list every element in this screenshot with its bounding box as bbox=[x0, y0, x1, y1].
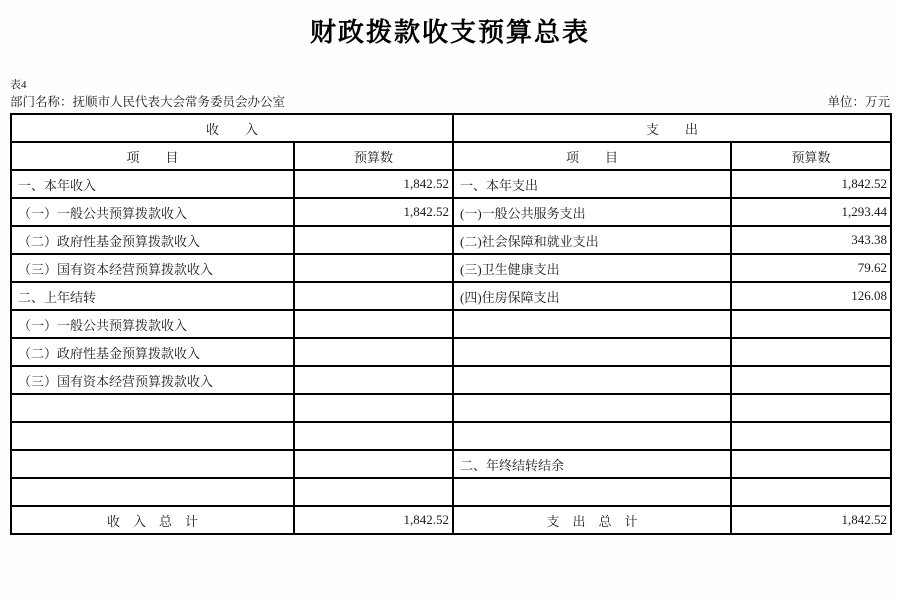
expense-item-column-header: 项 目 bbox=[453, 142, 731, 170]
income-item-cell: 一、本年收入 bbox=[11, 170, 294, 198]
income-item-cell: 二、上年结转 bbox=[11, 282, 294, 310]
expense-budget-cell: 343.38 bbox=[731, 226, 891, 254]
income-budget-cell bbox=[294, 310, 453, 338]
expense-budget-cell: 79.62 bbox=[731, 254, 891, 282]
income-item-cell bbox=[11, 478, 294, 506]
income-budget-cell bbox=[294, 254, 453, 282]
income-budget-cell bbox=[294, 450, 453, 478]
income-budget-cell bbox=[294, 394, 453, 422]
income-budget-cell bbox=[294, 338, 453, 366]
table-row bbox=[11, 170, 891, 198]
income-section-header: 收 入 bbox=[11, 114, 453, 142]
expense-section-header: 支 出 bbox=[453, 114, 891, 142]
table-row bbox=[11, 198, 891, 226]
meta-block bbox=[10, 79, 890, 110]
expense-item-cell: 一、本年支出 bbox=[453, 170, 731, 198]
expense-item-cell: 二、年终结转结余 bbox=[453, 450, 731, 478]
income-budget-cell bbox=[294, 422, 453, 450]
expense-budget-cell bbox=[731, 310, 891, 338]
income-item-cell bbox=[11, 394, 294, 422]
income-budget-cell: 1,842.52 bbox=[294, 170, 453, 198]
income-item-cell: （二）政府性基金预算拨款收入 bbox=[11, 338, 294, 366]
expense-total-value: 1,842.52 bbox=[731, 506, 891, 534]
expense-item-cell bbox=[453, 366, 731, 394]
income-budget-cell bbox=[294, 366, 453, 394]
table-row bbox=[11, 282, 891, 310]
column-header-row bbox=[11, 142, 891, 170]
expense-budget-cell bbox=[731, 366, 891, 394]
income-item-cell bbox=[11, 450, 294, 478]
total-row bbox=[11, 506, 891, 534]
expense-item-cell bbox=[453, 338, 731, 366]
table-row bbox=[11, 226, 891, 254]
expense-item-cell bbox=[453, 310, 731, 338]
table-header bbox=[11, 114, 891, 170]
income-total-label: 收 入 总 计 bbox=[11, 506, 294, 534]
income-total-value: 1,842.52 bbox=[294, 506, 453, 534]
income-item-cell: （三）国有资本经营预算拨款收入 bbox=[11, 366, 294, 394]
department-name: 部门名称：抚顺市人民代表大会常务委员会办公室 bbox=[10, 95, 286, 109]
income-budget-cell bbox=[294, 282, 453, 310]
section-header-row bbox=[11, 114, 891, 142]
expense-budget-cell bbox=[731, 422, 891, 450]
expense-item-cell bbox=[453, 422, 731, 450]
table-row bbox=[11, 310, 891, 338]
table-footer bbox=[11, 506, 891, 534]
income-item-cell: （一）一般公共预算拨款收入 bbox=[11, 310, 294, 338]
income-item-cell: （三）国有资本经营预算拨款收入 bbox=[11, 254, 294, 282]
income-budget-cell bbox=[294, 226, 453, 254]
table-row bbox=[11, 478, 891, 506]
expense-item-cell bbox=[453, 394, 731, 422]
income-budget-cell bbox=[294, 478, 453, 506]
expense-item-cell bbox=[453, 478, 731, 506]
unit-label: 单位：万元 bbox=[827, 95, 890, 109]
expense-budget-column-header: 预算数 bbox=[731, 142, 891, 170]
table-row bbox=[11, 394, 891, 422]
expense-total-label: 支 出 总 计 bbox=[453, 506, 731, 534]
expense-budget-cell: 1,293.44 bbox=[731, 198, 891, 226]
income-item-cell: （一）一般公共预算拨款收入 bbox=[11, 198, 294, 226]
expense-budget-cell bbox=[731, 394, 891, 422]
expense-item-cell: (二)社会保障和就业支出 bbox=[453, 226, 731, 254]
table-row bbox=[11, 366, 891, 394]
income-item-cell: （二）政府性基金预算拨款收入 bbox=[11, 226, 294, 254]
expense-budget-cell bbox=[731, 450, 891, 478]
budget-table bbox=[10, 113, 892, 535]
page-title: 财政拨款收支预算总表 bbox=[309, 18, 590, 47]
meta-row bbox=[10, 94, 890, 110]
expense-item-cell: (三)卫生健康支出 bbox=[453, 254, 731, 282]
income-budget-cell: 1,842.52 bbox=[294, 198, 453, 226]
expense-budget-cell bbox=[731, 478, 891, 506]
expense-budget-cell: 1,842.52 bbox=[731, 170, 891, 198]
table-number: 表4 bbox=[10, 79, 27, 91]
table-row bbox=[11, 450, 891, 478]
expense-budget-cell bbox=[731, 338, 891, 366]
income-budget-column-header: 预算数 bbox=[294, 142, 453, 170]
table-body bbox=[11, 170, 891, 506]
table-row bbox=[11, 338, 891, 366]
income-item-cell bbox=[11, 422, 294, 450]
income-item-column-header: 项 目 bbox=[11, 142, 294, 170]
expense-budget-cell: 126.08 bbox=[731, 282, 891, 310]
expense-item-cell: (一)一般公共服务支出 bbox=[453, 198, 731, 226]
table-row bbox=[11, 254, 891, 282]
expense-item-cell: (四)住房保障支出 bbox=[453, 282, 731, 310]
table-row bbox=[11, 422, 891, 450]
